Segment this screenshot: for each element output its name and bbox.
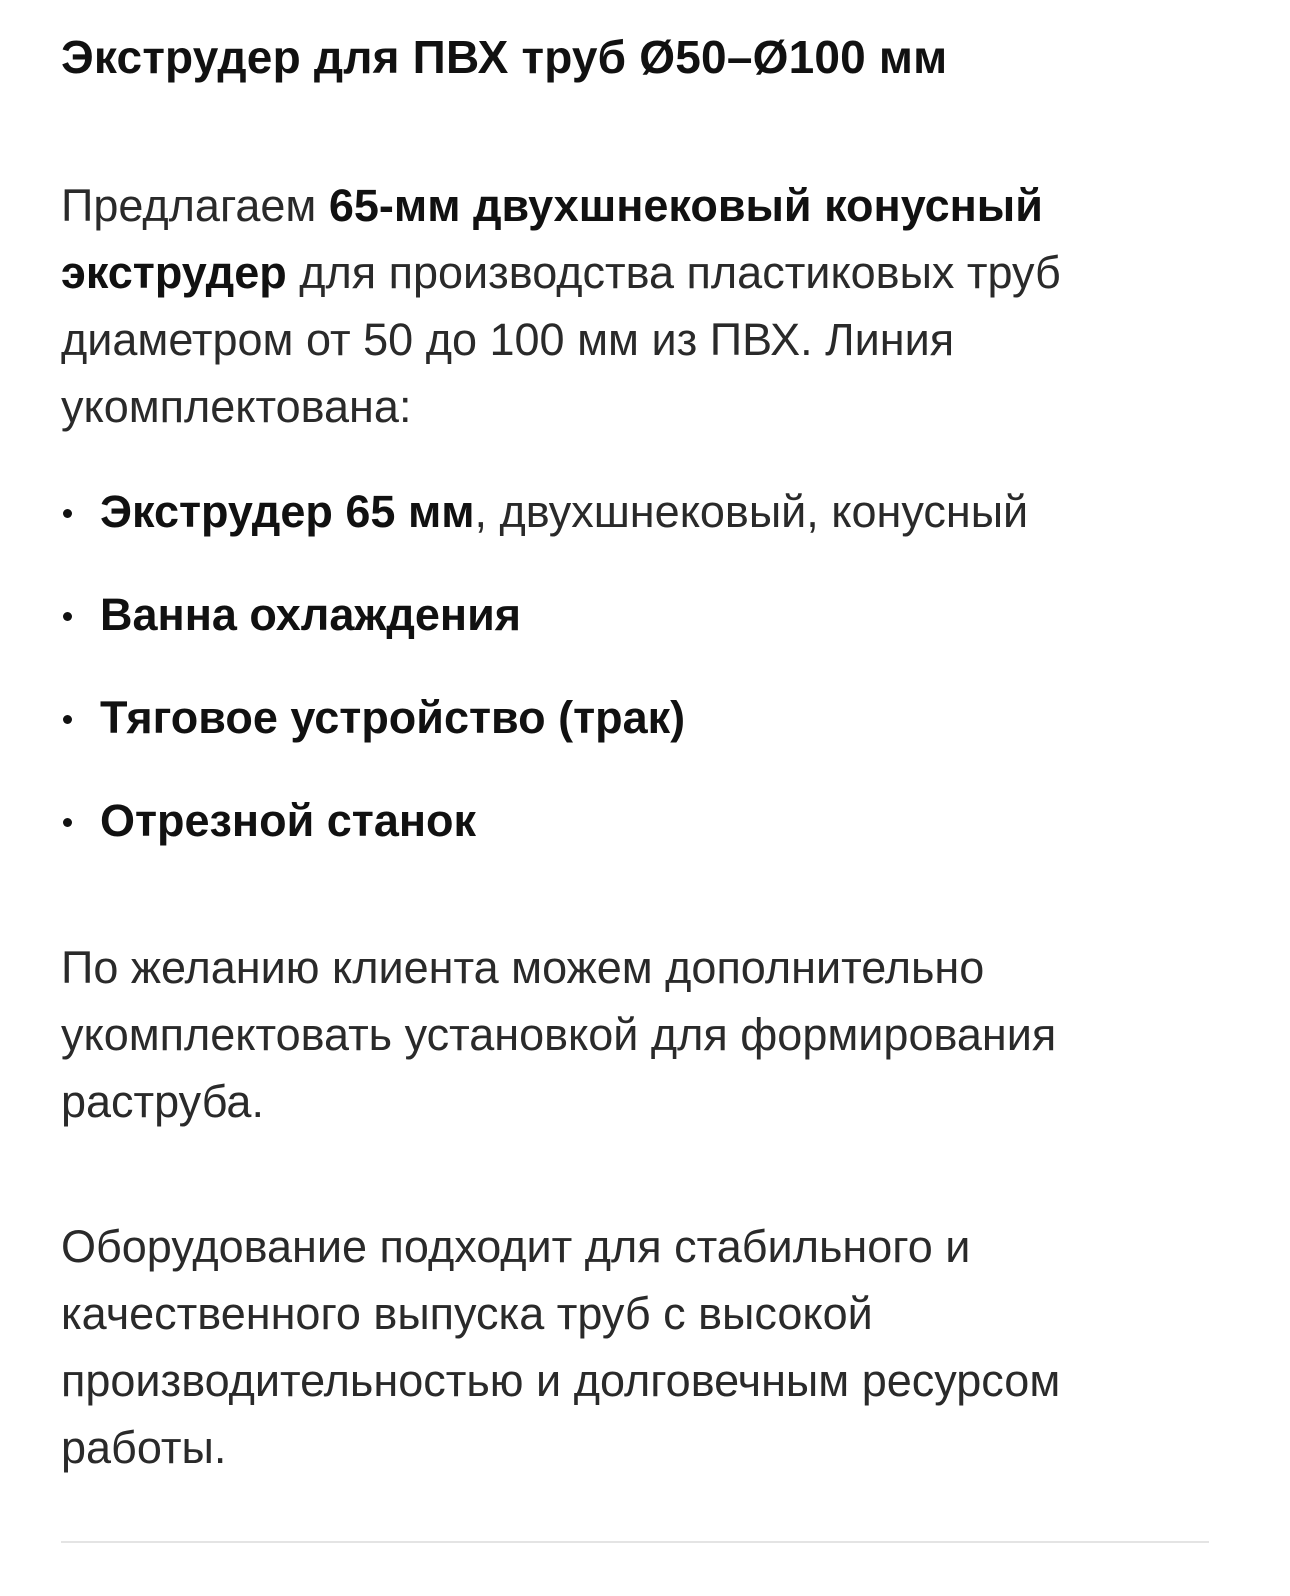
list-item-bold: Ванна охлаждения (100, 589, 522, 640)
components-list (61, 478, 1221, 854)
bullet-icon (63, 818, 72, 827)
list-item (61, 478, 1221, 545)
list-item (61, 684, 1221, 751)
intro-rest: для производства пластиковых труб диаметром от 50 до 100 мм из ПВХ. Линия укомплектована: (61, 247, 1061, 432)
list-item-bold: Тяговое устройство (трак) (100, 692, 686, 743)
option-paragraph: По желанию клиента можем дополнительно укомплектовать установкой для формирования раструба. (61, 942, 1057, 1127)
list-item (61, 581, 1221, 648)
bullet-icon (63, 509, 72, 518)
list-item-bold: Отрезной станок (100, 795, 477, 846)
list-item-bold: Экструдер 65 мм (100, 486, 475, 537)
intro-bold: 65-мм двухшнековый конусный экструдер (61, 180, 1043, 298)
final-paragraph: Оборудование подходит для стабильного и качественного выпуска труб с высокой производительностью и долговечным ресурсом работы. (61, 1221, 1061, 1473)
list-item-rest: , двухшнековый, конусный (474, 486, 1029, 537)
page-title: Экструдер для ПВХ труб Ø50–Ø100 мм (61, 31, 948, 83)
bullet-icon (63, 612, 72, 621)
intro-paragraph (61, 172, 1221, 440)
product-description (61, 22, 1221, 1481)
list-item (61, 787, 1221, 854)
intro-lead: Предлагаем (61, 180, 329, 231)
bullet-icon (63, 715, 72, 724)
divider (61, 1541, 1209, 1543)
